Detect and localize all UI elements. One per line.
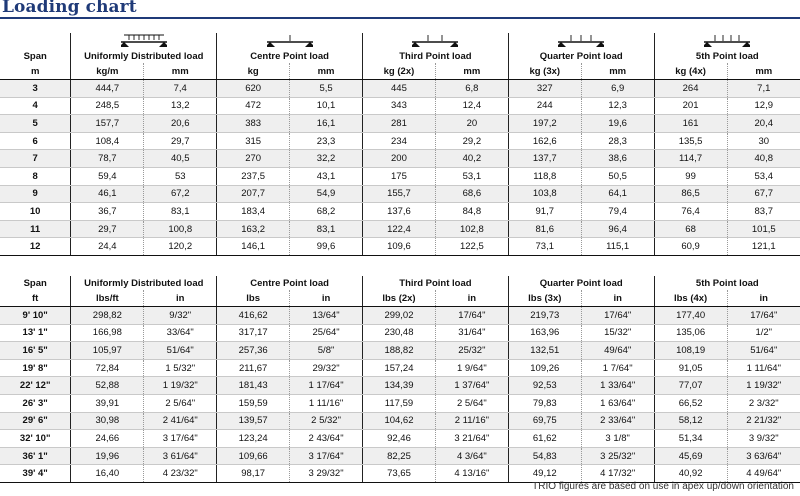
value-cell: 17/64" (581, 307, 654, 325)
value-cell: 64,1 (581, 185, 654, 203)
value-cell: 109,66 (217, 447, 290, 465)
span-cell: 12 (0, 238, 71, 256)
value-cell: 96,4 (581, 220, 654, 238)
value-cell: 139,57 (217, 412, 290, 430)
span-cell: 11 (0, 220, 71, 238)
value-cell: 7,4 (144, 80, 217, 98)
value-cell: 19,6 (581, 115, 654, 133)
group-header-udl: Uniformly Distributed load (71, 49, 217, 63)
value-cell: 1 19/32" (144, 377, 217, 395)
value-cell: 68,2 (290, 203, 363, 221)
span-cell: 39' 4" (0, 465, 71, 483)
unit-header: in (144, 290, 217, 307)
value-cell: 6,8 (435, 80, 508, 98)
unit-header: lbs/ft (71, 290, 144, 307)
table-row (0, 203, 800, 221)
value-cell: 76,4 (654, 203, 727, 221)
unit-header: lbs (217, 290, 290, 307)
value-cell: 248,5 (71, 97, 144, 115)
footnote: TRIO figures are based on use in apex up/down orientation (532, 481, 794, 492)
value-cell: 3 61/64" (144, 447, 217, 465)
table-row (0, 359, 800, 377)
value-cell: 315 (217, 132, 290, 150)
value-cell: 79,83 (508, 394, 581, 412)
group-header-third: Third Point load (363, 276, 509, 290)
imperial-table-body (0, 307, 800, 483)
group-header-centre: Centre Point load (217, 276, 363, 290)
table-row (0, 342, 800, 360)
value-cell: 68,6 (435, 185, 508, 203)
value-cell: 281 (363, 115, 436, 133)
table-row (0, 167, 800, 185)
value-cell: 15/32" (581, 324, 654, 342)
table-row (0, 430, 800, 448)
value-cell: 25/64" (290, 324, 363, 342)
group-header-quarter: Quarter Point load (508, 276, 654, 290)
value-cell: 16,40 (71, 465, 144, 483)
value-cell: 108,4 (71, 132, 144, 150)
value-cell: 416,62 (217, 307, 290, 325)
value-cell: 175 (363, 167, 436, 185)
page-title: Loading chart (2, 0, 137, 17)
group-header-fifth: 5th Point load (654, 49, 800, 63)
value-cell: 2 5/32" (290, 412, 363, 430)
unit-header: in (290, 290, 363, 307)
value-cell: 98,17 (217, 465, 290, 483)
value-cell: 92,53 (508, 377, 581, 395)
unit-header: mm (581, 63, 654, 80)
span-cell: 10 (0, 203, 71, 221)
span-cell: 13' 1" (0, 324, 71, 342)
value-cell: 19,96 (71, 447, 144, 465)
value-cell: 13/64" (290, 307, 363, 325)
value-cell: 12,9 (727, 97, 800, 115)
value-cell: 317,17 (217, 324, 290, 342)
value-cell: 82,25 (363, 447, 436, 465)
span-header: Span (23, 50, 47, 62)
value-cell: 219,73 (508, 307, 581, 325)
value-cell: 12,4 (435, 97, 508, 115)
table-row (0, 150, 800, 168)
unit-header: kg (2x) (363, 63, 436, 80)
value-cell: 134,39 (363, 377, 436, 395)
value-cell: 30 (727, 132, 800, 150)
value-cell: 40,8 (727, 150, 800, 168)
value-cell: 1 11/64" (727, 359, 800, 377)
value-cell: 3 17/64" (290, 447, 363, 465)
value-cell: 49,12 (508, 465, 581, 483)
value-cell: 201 (654, 97, 727, 115)
value-cell: 39,91 (71, 394, 144, 412)
value-cell: 7,1 (727, 80, 800, 98)
value-cell: 444,7 (71, 80, 144, 98)
udl-load-icon (71, 33, 217, 49)
value-cell: 53 (144, 167, 217, 185)
value-cell: 211,67 (217, 359, 290, 377)
value-cell: 299,02 (363, 307, 436, 325)
value-cell: 1 17/64" (290, 377, 363, 395)
span-unit: m (0, 63, 71, 80)
value-cell: 5/8" (290, 342, 363, 360)
unit-header: mm (144, 63, 217, 80)
table-row (0, 324, 800, 342)
group-header-centre: Centre Point load (217, 49, 363, 63)
value-cell: 59,4 (71, 167, 144, 185)
unit-header: mm (290, 63, 363, 80)
value-cell: 2 43/64" (290, 430, 363, 448)
value-cell: 24,4 (71, 238, 144, 256)
value-cell: 2 5/64" (435, 394, 508, 412)
span-header: Span (23, 277, 47, 289)
group-header-fifth: 5th Point load (654, 276, 800, 290)
value-cell: 29,2 (435, 132, 508, 150)
value-cell: 118,8 (508, 167, 581, 185)
span-cell: 8 (0, 167, 71, 185)
value-cell: 101,5 (727, 220, 800, 238)
value-cell: 1 7/64" (581, 359, 654, 377)
value-cell: 83,7 (727, 203, 800, 221)
value-cell: 4 17/32" (581, 465, 654, 483)
value-cell: 43,1 (290, 167, 363, 185)
value-cell: 29,7 (71, 220, 144, 238)
value-cell: 105,97 (71, 342, 144, 360)
value-cell: 270 (217, 150, 290, 168)
value-cell: 104,62 (363, 412, 436, 430)
value-cell: 135,5 (654, 132, 727, 150)
value-cell: 2 11/16" (435, 412, 508, 430)
span-cell: 32' 10" (0, 430, 71, 448)
value-cell: 2 5/64" (144, 394, 217, 412)
value-cell: 166,98 (71, 324, 144, 342)
value-cell: 83,1 (144, 203, 217, 221)
value-cell: 29/32" (290, 359, 363, 377)
span-cell: 36' 1" (0, 447, 71, 465)
value-cell: 38,6 (581, 150, 654, 168)
value-cell: 120,2 (144, 238, 217, 256)
value-cell: 1 9/64" (435, 359, 508, 377)
value-cell: 4 49/64" (727, 465, 800, 483)
span-cell: 7 (0, 150, 71, 168)
value-cell: 61,62 (508, 430, 581, 448)
value-cell: 12,3 (581, 97, 654, 115)
table-row (0, 238, 800, 256)
value-cell: 197,2 (508, 115, 581, 133)
value-cell: 3 29/32" (290, 465, 363, 483)
value-cell: 177,40 (654, 307, 727, 325)
metric-loading-table (0, 33, 800, 256)
value-cell: 13,2 (144, 97, 217, 115)
span-cell: 29' 6" (0, 412, 71, 430)
value-cell: 327 (508, 80, 581, 98)
value-cell: 157,24 (363, 359, 436, 377)
value-cell: 383 (217, 115, 290, 133)
value-cell: 51,34 (654, 430, 727, 448)
span-cell: 16' 5" (0, 342, 71, 360)
value-cell: 17/64" (727, 307, 800, 325)
value-cell: 122,4 (363, 220, 436, 238)
value-cell: 4 13/16" (435, 465, 508, 483)
metric-table-body (0, 80, 800, 256)
value-cell: 200 (363, 150, 436, 168)
span-cell: 26' 3" (0, 394, 71, 412)
value-cell: 73,1 (508, 238, 581, 256)
value-cell: 230,48 (363, 324, 436, 342)
value-cell: 137,7 (508, 150, 581, 168)
value-cell: 132,51 (508, 342, 581, 360)
value-cell: 159,59 (217, 394, 290, 412)
value-cell: 92,46 (363, 430, 436, 448)
unit-header: in (581, 290, 654, 307)
table-row (0, 132, 800, 150)
value-cell: 73,65 (363, 465, 436, 483)
value-cell: 3 63/64" (727, 447, 800, 465)
value-cell: 146,1 (217, 238, 290, 256)
value-cell: 2 41/64" (144, 412, 217, 430)
value-cell: 109,6 (363, 238, 436, 256)
table-row (0, 80, 800, 98)
value-cell: 3 1/8" (581, 430, 654, 448)
group-header-udl: Uniformly Distributed load (71, 276, 217, 290)
value-cell: 4 23/32" (144, 465, 217, 483)
value-cell: 20,6 (144, 115, 217, 133)
value-cell: 91,05 (654, 359, 727, 377)
value-cell: 163,96 (508, 324, 581, 342)
unit-header: lbs (3x) (508, 290, 581, 307)
table-row (0, 185, 800, 203)
value-cell: 16,1 (290, 115, 363, 133)
value-cell: 298,82 (71, 307, 144, 325)
value-cell: 28,3 (581, 132, 654, 150)
value-cell: 31/64" (435, 324, 508, 342)
value-cell: 32,2 (290, 150, 363, 168)
value-cell: 5,5 (290, 80, 363, 98)
value-cell: 58,12 (654, 412, 727, 430)
value-cell: 343 (363, 97, 436, 115)
value-cell: 46,1 (71, 185, 144, 203)
value-cell: 84,8 (435, 203, 508, 221)
value-cell: 207,7 (217, 185, 290, 203)
value-cell: 3 21/64" (435, 430, 508, 448)
span-cell: 19' 8" (0, 359, 71, 377)
value-cell: 102,8 (435, 220, 508, 238)
value-cell: 161 (654, 115, 727, 133)
value-cell: 3 9/32" (727, 430, 800, 448)
value-cell: 1 37/64" (435, 377, 508, 395)
unit-header: mm (727, 63, 800, 80)
span-cell: 5 (0, 115, 71, 133)
value-cell: 1 63/64" (581, 394, 654, 412)
value-cell: 109,26 (508, 359, 581, 377)
fifth-point-load-icon (654, 33, 800, 49)
table-row (0, 220, 800, 238)
value-cell: 40,92 (654, 465, 727, 483)
value-cell: 24,66 (71, 430, 144, 448)
unit-header: kg (4x) (654, 63, 727, 80)
value-cell: 66,52 (654, 394, 727, 412)
unit-header: mm (435, 63, 508, 80)
value-cell: 99,6 (290, 238, 363, 256)
value-cell: 54,9 (290, 185, 363, 203)
value-cell: 25/32" (435, 342, 508, 360)
value-cell: 52,88 (71, 377, 144, 395)
value-cell: 23,3 (290, 132, 363, 150)
value-cell: 137,6 (363, 203, 436, 221)
value-cell: 20,4 (727, 115, 800, 133)
span-cell: 9 (0, 185, 71, 203)
value-cell: 108,19 (654, 342, 727, 360)
value-cell: 50,5 (581, 167, 654, 185)
value-cell: 121,1 (727, 238, 800, 256)
value-cell: 91,7 (508, 203, 581, 221)
title-rule (0, 17, 800, 19)
group-header-third: Third Point load (363, 49, 509, 63)
value-cell: 49/64" (581, 342, 654, 360)
value-cell: 81,6 (508, 220, 581, 238)
value-cell: 53,4 (727, 167, 800, 185)
value-cell: 17/64" (435, 307, 508, 325)
unit-header: in (435, 290, 508, 307)
value-cell: 53,1 (435, 167, 508, 185)
value-cell: 29,7 (144, 132, 217, 150)
value-cell: 162,6 (508, 132, 581, 150)
table-row (0, 412, 800, 430)
value-cell: 9/32" (144, 307, 217, 325)
value-cell: 1 33/64" (581, 377, 654, 395)
value-cell: 117,59 (363, 394, 436, 412)
span-cell: 9' 10" (0, 307, 71, 325)
value-cell: 6,9 (581, 80, 654, 98)
value-cell: 40,2 (435, 150, 508, 168)
span-unit: ft (0, 290, 71, 307)
span-cell: 6 (0, 132, 71, 150)
value-cell: 36,7 (71, 203, 144, 221)
table-row (0, 394, 800, 412)
value-cell: 155,7 (363, 185, 436, 203)
value-cell: 4 3/64" (435, 447, 508, 465)
value-cell: 135,06 (654, 324, 727, 342)
value-cell: 78,7 (71, 150, 144, 168)
value-cell: 51/64" (727, 342, 800, 360)
unit-header: lbs (2x) (363, 290, 436, 307)
value-cell: 472 (217, 97, 290, 115)
value-cell: 3 25/32" (581, 447, 654, 465)
value-cell: 77,07 (654, 377, 727, 395)
value-cell: 244 (508, 97, 581, 115)
value-cell: 79,4 (581, 203, 654, 221)
unit-header: lbs (4x) (654, 290, 727, 307)
value-cell: 33/64" (144, 324, 217, 342)
value-cell: 620 (217, 80, 290, 98)
table-row (0, 465, 800, 483)
value-cell: 1 11/16" (290, 394, 363, 412)
value-cell: 122,5 (435, 238, 508, 256)
group-header-quarter: Quarter Point load (508, 49, 654, 63)
value-cell: 40,5 (144, 150, 217, 168)
unit-header: kg (3x) (508, 63, 581, 80)
span-cell: 4 (0, 97, 71, 115)
table-row (0, 447, 800, 465)
value-cell: 67,2 (144, 185, 217, 203)
value-cell: 2 3/32" (727, 394, 800, 412)
value-cell: 68 (654, 220, 727, 238)
value-cell: 237,5 (217, 167, 290, 185)
imperial-loading-table (0, 276, 800, 483)
value-cell: 1 19/32" (727, 377, 800, 395)
third-point-load-icon (363, 33, 509, 49)
value-cell: 264 (654, 80, 727, 98)
value-cell: 123,24 (217, 430, 290, 448)
unit-header: in (727, 290, 800, 307)
value-cell: 2 21/32" (727, 412, 800, 430)
value-cell: 60,9 (654, 238, 727, 256)
unit-header: kg (217, 63, 290, 80)
value-cell: 83,1 (290, 220, 363, 238)
value-cell: 51/64" (144, 342, 217, 360)
table-row (0, 307, 800, 325)
value-cell: 183,4 (217, 203, 290, 221)
value-cell: 257,36 (217, 342, 290, 360)
quarter-point-load-icon (508, 33, 654, 49)
value-cell: 1/2" (727, 324, 800, 342)
value-cell: 30,98 (71, 412, 144, 430)
value-cell: 181,43 (217, 377, 290, 395)
table-row (0, 377, 800, 395)
value-cell: 2 33/64" (581, 412, 654, 430)
value-cell: 10,1 (290, 97, 363, 115)
table-row (0, 97, 800, 115)
value-cell: 54,83 (508, 447, 581, 465)
value-cell: 157,7 (71, 115, 144, 133)
value-cell: 188,82 (363, 342, 436, 360)
value-cell: 86,5 (654, 185, 727, 203)
value-cell: 103,8 (508, 185, 581, 203)
span-cell: 22' 12" (0, 377, 71, 395)
span-cell: 3 (0, 80, 71, 98)
value-cell: 69,75 (508, 412, 581, 430)
value-cell: 1 5/32" (144, 359, 217, 377)
value-cell: 67,7 (727, 185, 800, 203)
value-cell: 20 (435, 115, 508, 133)
value-cell: 163,2 (217, 220, 290, 238)
value-cell: 3 17/64" (144, 430, 217, 448)
value-cell: 115,1 (581, 238, 654, 256)
value-cell: 100,8 (144, 220, 217, 238)
value-cell: 99 (654, 167, 727, 185)
unit-header: kg/m (71, 63, 144, 80)
value-cell: 72,84 (71, 359, 144, 377)
value-cell: 45,69 (654, 447, 727, 465)
value-cell: 114,7 (654, 150, 727, 168)
value-cell: 234 (363, 132, 436, 150)
value-cell: 445 (363, 80, 436, 98)
table-row (0, 115, 800, 133)
centre-point-load-icon (217, 33, 363, 49)
